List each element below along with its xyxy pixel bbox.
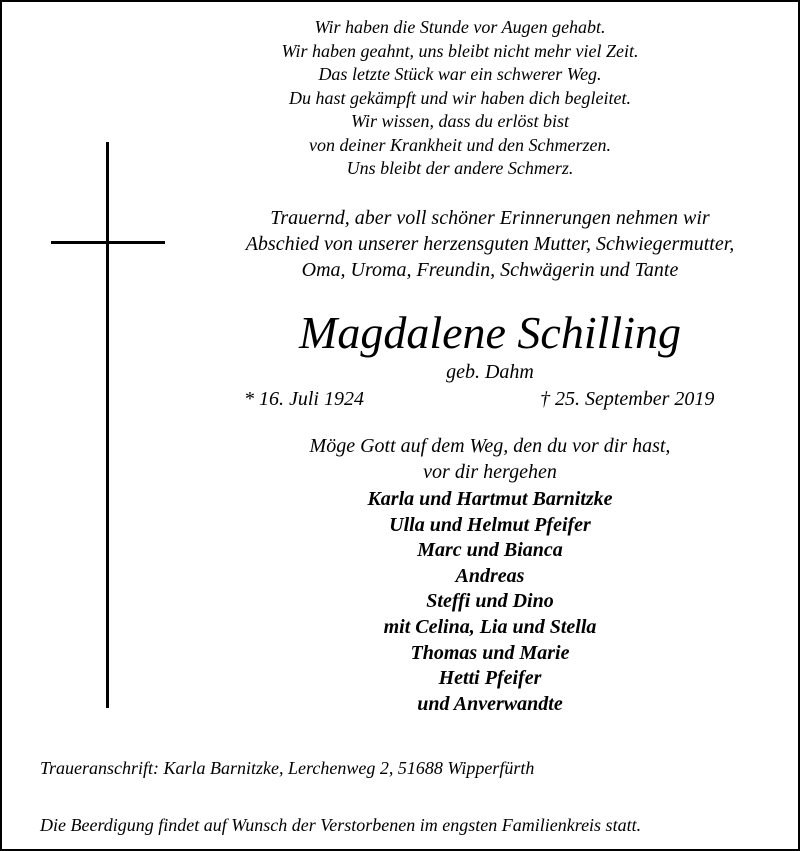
mourner-line: Andreas xyxy=(455,564,525,587)
cross-icon-horizontal-bar xyxy=(51,241,165,244)
intro-text xyxy=(200,205,780,283)
mourner-line: und Anverwandte xyxy=(417,692,563,715)
cross-icon-vertical-bar xyxy=(106,142,109,708)
maiden-name: geb. Dahm xyxy=(446,361,534,383)
poem-line: Das letzte Stück war ein schwerer Weg. xyxy=(318,64,602,84)
mourner-line: Karla und Hartmut Barnitzke xyxy=(367,488,613,510)
poem-line: Wir haben geahnt, uns bleibt nicht mehr viel Zeit. xyxy=(281,40,639,61)
mourners-list xyxy=(280,487,700,717)
poem-line: Wir haben die Stunde vor Augen gehabt. xyxy=(314,17,606,37)
birth-date: * 16. Juli 1924 xyxy=(244,388,364,410)
poem-line: Uns bleibt der andere Schmerz. xyxy=(346,158,574,178)
blessing-text xyxy=(230,433,750,485)
poem-line: Wir wissen, dass du erlöst bist xyxy=(350,111,570,131)
mourner-line: Hetti Pfeifer xyxy=(438,667,542,690)
mourner-line: Thomas und Marie xyxy=(410,641,570,664)
mourner-line: Steffi und Dino xyxy=(426,590,554,613)
death-date: † 25. September 2019 xyxy=(540,388,715,410)
mourner-line: Marc und Bianca xyxy=(417,539,563,562)
mourner-line: Ulla und Helmut Pfeifer xyxy=(389,513,591,536)
poem-line: von deiner Krankheit und den Schmerzen. xyxy=(309,134,611,155)
mourning-address: Traueranschrift: Karla Barnitzke, Lerchenweg 2, 51688 Wipperfürth xyxy=(40,758,535,778)
intro-line: Oma, Uroma, Freundin, Schwägerin und Tante xyxy=(301,259,679,281)
blessing-line: vor dir hergehen xyxy=(423,461,557,483)
intro-line: Trauernd, aber voll schöner Erinnerungen nehmen wir xyxy=(270,207,710,229)
funeral-note: Die Beerdigung findet auf Wunsch der Verstorbenen im engsten Familienkreis statt. xyxy=(40,815,642,835)
blessing-line: Möge Gott auf dem Weg, den du vor dir hast, xyxy=(309,435,671,457)
mourner-line: mit Celina, Lia und Stella xyxy=(383,615,597,638)
intro-line: Abschied von unserer herzensguten Mutter, Schwiegermutter, xyxy=(245,233,735,255)
poem-line: Du hast gekämpft und wir haben dich begleitet. xyxy=(289,87,631,108)
poem xyxy=(230,16,690,181)
deceased-name: Magdalene Schilling xyxy=(299,307,681,358)
